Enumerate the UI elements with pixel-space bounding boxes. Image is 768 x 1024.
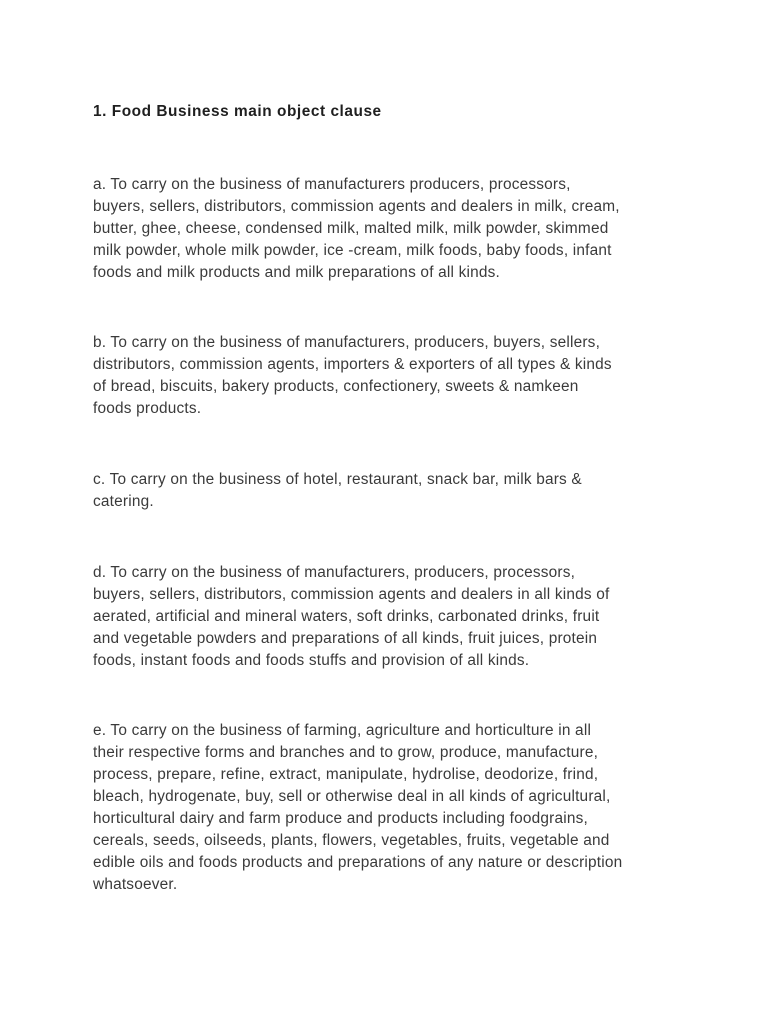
clause-paragraph-d bbox=[93, 562, 693, 672]
paragraph-line: cereals, seeds, oilseeds, plants, flowers, vegetables, fruits, vegetable and bbox=[93, 832, 610, 849]
paragraph-line: foods products. bbox=[93, 400, 202, 417]
paragraph-line: whatsoever. bbox=[93, 876, 178, 893]
paragraph-line: horticultural dairy and farm produce and products including foodgrains, bbox=[93, 810, 589, 827]
paragraph-line: process, prepare, refine, extract, manipulate, hydrolise, deodorize, frind, bbox=[93, 766, 599, 783]
clause-paragraph-b bbox=[93, 332, 693, 420]
paragraph-line: buyers, sellers, distributors, commission agents and dealers in milk, cream, bbox=[93, 198, 620, 215]
paragraph-line: aerated, artificial and mineral waters, soft drinks, carbonated drinks, fruit bbox=[93, 608, 600, 625]
clause-paragraph-e bbox=[93, 720, 693, 896]
paragraph-line: and vegetable powders and preparations of all kinds, fruit juices, protein bbox=[93, 630, 598, 647]
paragraph-line: edible oils and foods products and preparations of any nature or description bbox=[93, 854, 623, 871]
paragraph-line: distributors, commission agents, importers & exporters of all types & kinds bbox=[93, 356, 612, 373]
paragraph-line: a. To carry on the business of manufacturers producers, processors, bbox=[93, 176, 571, 193]
paragraph-line: buyers, sellers, distributors, commission agents and dealers in all kinds of bbox=[93, 586, 610, 603]
paragraph-line: b. To carry on the business of manufacturers, producers, buyers, sellers, bbox=[93, 334, 601, 351]
clause-paragraph-c bbox=[93, 469, 693, 513]
paragraph-line: milk powder, whole milk powder, ice -cream, milk foods, baby foods, infant bbox=[93, 242, 612, 259]
paragraph-line: bleach, hydrogenate, buy, sell or otherwise deal in all kinds of agricultural, bbox=[93, 788, 611, 805]
paragraph-line: butter, ghee, cheese, condensed milk, malted milk, milk powder, skimmed bbox=[93, 220, 609, 237]
document-title: 1. Food Business main object clause bbox=[93, 103, 382, 120]
clause-paragraph-a bbox=[93, 174, 693, 284]
paragraph-line: their respective forms and branches and to grow, produce, manufacture, bbox=[93, 744, 599, 761]
paragraph-line: catering. bbox=[93, 493, 154, 510]
paragraph-line: foods and milk products and milk preparations of all kinds. bbox=[93, 264, 501, 281]
paragraph-line: d. To carry on the business of manufacturers, producers, processors, bbox=[93, 564, 576, 581]
paragraph-line: foods, instant foods and foods stuffs and provision of all kinds. bbox=[93, 652, 530, 669]
paragraph-line: of bread, biscuits, bakery products, confectionery, sweets & namkeen bbox=[93, 378, 579, 395]
paragraph-line: c. To carry on the business of hotel, restaurant, snack bar, milk bars & bbox=[93, 471, 582, 488]
paragraph-line: e. To carry on the business of farming, agriculture and horticulture in all bbox=[93, 722, 592, 739]
